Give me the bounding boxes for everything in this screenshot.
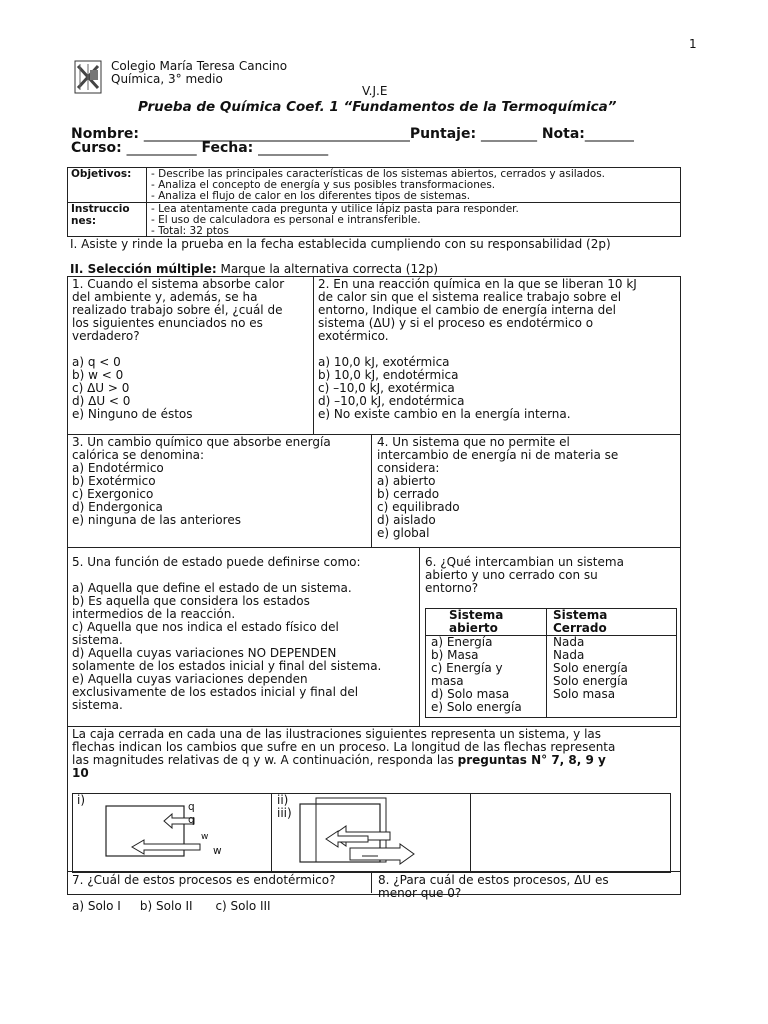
objective-item: - Analiza el flujo de calor en los diferentes tipos de sistemas.: [151, 190, 471, 202]
section-2-label: II. Selección múltiple:: [70, 262, 217, 276]
q6-option[interactable]: c) Energía y masa: [431, 661, 503, 688]
school-logo: [74, 60, 102, 94]
q6-closed: Solo masa: [553, 687, 616, 701]
q3-option[interactable]: e) ninguna de las anteriores: [72, 513, 241, 527]
objective-item: - Analiza el concepto de energía y sus posibles transformaciones.: [151, 179, 496, 191]
nombre-field[interactable]: ______________________________________: [143, 126, 410, 142]
q1-option[interactable]: c) ΔU > 0: [72, 381, 130, 395]
exam-code: V.J.E: [362, 84, 388, 98]
section-1: I. Asiste y rinde la prueba en la fecha establecida cumpliendo con su responsabilidad (2p): [70, 237, 611, 251]
context-body: La caja cerrada en cada una de las ilustraciones siguientes representa un sistema, y las flechas indican los cambios que sufre en un proceso. La longitud de las flechas representa las magnitudes relativas de q y w. A continuación, responda las: [72, 727, 616, 767]
arrow-label-w: w: [213, 845, 222, 857]
q3-stem: 3. Un cambio químico que absorbe energía calórica se denomina:: [72, 435, 331, 462]
instruction-item: - El uso de calculadora es personal e intransferible.: [151, 214, 421, 226]
q6-col2-header: Sistema Cerrado: [553, 608, 608, 635]
q6-closed: Nada: [553, 648, 585, 662]
q4-option[interactable]: c) equilibrado: [377, 500, 460, 514]
nombre-label: Nombre:: [71, 126, 139, 142]
q3-option[interactable]: c) Exergonico: [72, 487, 154, 501]
q4-option[interactable]: d) aislado: [377, 513, 436, 527]
exam-title: Prueba de Química Coef. 1 “Fundamentos de la Termoquímica”: [138, 99, 617, 115]
q2-option[interactable]: d) –10,0 kJ, endotérmica: [318, 394, 465, 408]
fields-row-2: [71, 140, 328, 156]
q7-options[interactable]: a) Solo I b) Solo II c) Solo III: [72, 899, 271, 913]
q2-option[interactable]: a) 10,0 kJ, exotérmica: [318, 355, 450, 369]
q6-closed: Nada: [553, 635, 585, 649]
nota-field[interactable]: _______: [584, 126, 634, 142]
q7-stem: 7. ¿Cuál de estos procesos es endotérmico?: [72, 873, 336, 887]
fecha-field[interactable]: __________: [258, 140, 329, 156]
q6-option[interactable]: e) Solo energía: [431, 700, 522, 714]
q1-stem: 1. Cuando el sistema absorbe calor del ambiente y, además, se ha realizado trabajo sobre él, ¿cuál de los siguientes enunciados no es verdadero?: [72, 277, 285, 343]
q6-stem: 6. ¿Qué intercambian un sistema abierto y uno cerrado con su entorno?: [425, 555, 624, 595]
illustration-label-i: i): [77, 793, 86, 807]
instructions-label: Instruccio: [71, 203, 130, 215]
q3-option[interactable]: b) Exotérmico: [72, 474, 156, 488]
puntaje-field[interactable]: ________: [480, 126, 537, 142]
instruction-item: - Lea atentamente cada pregunta y utilice lápiz pasta para responder.: [151, 203, 519, 215]
q2-option[interactable]: e) No existe cambio en la energía interna.: [318, 407, 571, 421]
q1-option[interactable]: d) ΔU < 0: [72, 394, 131, 408]
puntaje-label: Puntaje:: [409, 126, 477, 142]
q2-option[interactable]: b) 10,0 kJ, endotérmica: [318, 368, 459, 382]
illustration-ii-iii: [290, 796, 430, 868]
instruction-item: - Total: 32 ptos: [151, 225, 229, 237]
q8-stem: 8. ¿Para cuál de estos procesos, ΔU es menor que 0?: [378, 873, 609, 900]
arrow-label-w: w: [201, 832, 209, 842]
q2-stem: 2. En una reacción química en la que se liberan 10 kJ de calor sin que el sistema realice trabajo sobre el entorno, Indique el cambio de energía interna del sistema (ΔU) y si el proceso es endotérmico o exotérmico.: [318, 277, 637, 343]
q3-option[interactable]: a) Endotérmico: [72, 461, 164, 475]
curso-field[interactable]: __________: [126, 140, 197, 156]
q6-option[interactable]: a) Energía: [431, 635, 493, 649]
q4-option[interactable]: e) global: [377, 526, 430, 540]
school-name: Colegio María Teresa Cancino: [111, 59, 288, 73]
q6-option[interactable]: b) Masa: [431, 648, 479, 662]
q2-option[interactable]: c) –10,0 kJ, exotérmica: [318, 381, 455, 395]
q6-option[interactable]: d) Solo masa: [431, 687, 510, 701]
instructions-label-2: nes:: [71, 215, 97, 227]
q5-option[interactable]: b) Es aquella que considera los estados intermedios de la reacción.: [72, 594, 310, 621]
q1-option[interactable]: a) q < 0: [72, 355, 121, 369]
context-text: [72, 728, 676, 780]
illustration-label-ii: ii): [277, 793, 289, 807]
section-2-heading: [70, 263, 438, 276]
q5-option[interactable]: c) Aquella que nos indica el estado físico del sistema.: [72, 620, 339, 647]
q6-col1-header: Sistema abierto: [449, 608, 504, 635]
fecha-label: Fecha:: [201, 140, 254, 156]
objective-item: - Describe las principales características de los sistemas abiertos, cerrados y asilados.: [151, 168, 605, 180]
q5-option[interactable]: e) Aquella cuyas variaciones dependen exclusivamente de los estados inicial y final del sistema.: [72, 672, 359, 712]
page-number: 1: [689, 37, 697, 51]
arrow-label-q: q: [188, 814, 195, 826]
course-name: Química, 3° medio: [111, 72, 223, 86]
q6-closed: Solo energía Solo energía: [553, 661, 628, 688]
q4-option[interactable]: a) abierto: [377, 474, 436, 488]
context-bold: preguntas N° 7, 8, 9 y 10: [72, 753, 606, 780]
objectives-label: Objetivos:: [71, 168, 132, 180]
illustration-i: [100, 800, 250, 870]
q4-stem: 4. Un sistema que no permite el intercambio de energía ni de materia se considera:: [377, 435, 619, 475]
q3-option[interactable]: d) Endergonica: [72, 500, 163, 514]
section-2-text: Marque la alternativa correcta (12p): [216, 262, 439, 276]
q1-option[interactable]: b) w < 0: [72, 368, 124, 382]
arrow-label-q: q: [188, 801, 195, 813]
curso-label: Curso:: [71, 140, 122, 156]
q5-option[interactable]: d) Aquella cuyas variaciones NO DEPENDEN solamente de los estados inicial y final del sistema.: [72, 646, 382, 673]
q5-stem: 5. Una función de estado puede definirse como:: [72, 555, 361, 569]
illustration-label-iii: iii): [277, 806, 292, 820]
nota-label: Nota:: [541, 126, 585, 142]
q4-option[interactable]: b) cerrado: [377, 487, 440, 501]
q5-option[interactable]: a) Aquella que define el estado de un sistema.: [72, 581, 352, 595]
q1-option[interactable]: e) Ninguno de éstos: [72, 407, 193, 421]
